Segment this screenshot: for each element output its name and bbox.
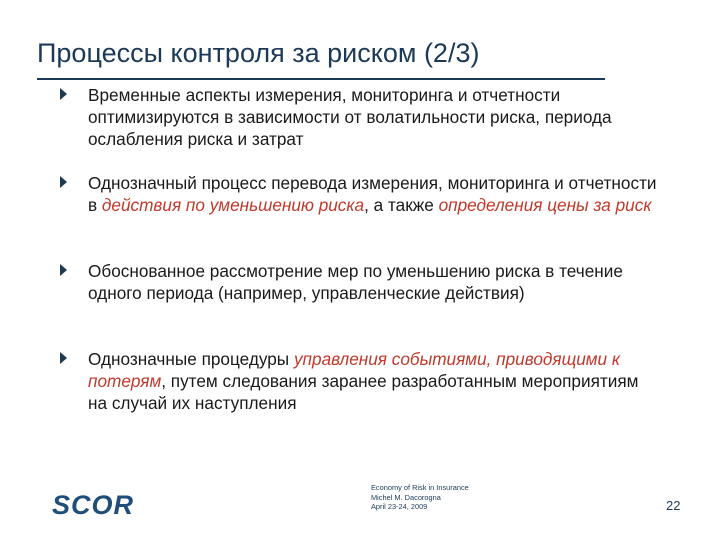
slide-title: Процессы контроля за риском (2/3) [37, 38, 480, 68]
bullet-text [88, 260, 658, 304]
bullet-text [88, 172, 658, 216]
text-run: , путем следования заранее разработанным мероприятиям на случай их наступления [88, 371, 639, 413]
bullet-text [88, 84, 658, 150]
scor-logo: SCOR [52, 490, 135, 520]
text-run: Однозначный процесс перевода измерения, мониторинга и отчетности в [88, 173, 657, 215]
text-run: Временные аспекты измерения, мониторинга и отчетности оптимизируются в зависимости от волатильности риска, периода ослабления риска и затрат [88, 85, 612, 149]
footer-line: Michel M. Dacorogna [371, 492, 441, 502]
bullet-arrow-icon [60, 264, 67, 276]
text-run: , а также [364, 195, 439, 215]
bullet-arrow-icon [60, 352, 67, 364]
highlighted-text: действия по уменьшению риска [101, 195, 365, 215]
bullet-arrow-icon [60, 176, 67, 188]
bullet-arrow-icon [60, 88, 67, 100]
text-run: Однозначные процедуры [88, 349, 294, 369]
title-underline [37, 78, 605, 80]
footer-line: Economy of Risk in Insurance [371, 483, 469, 492]
highlighted-text: определения цены за риск [438, 195, 652, 215]
footer-line: April 23-24, 2009 [371, 502, 428, 511]
page-number: 22 [666, 498, 681, 513]
highlighted-text: управления событиями, приводящими к потерям [88, 349, 620, 391]
bullet-text [88, 348, 658, 414]
footer-info [371, 483, 469, 512]
text-run: Обоснованное рассмотрение мер по уменьшению риска в течение одного периода (например, управленческие действия) [88, 261, 623, 303]
